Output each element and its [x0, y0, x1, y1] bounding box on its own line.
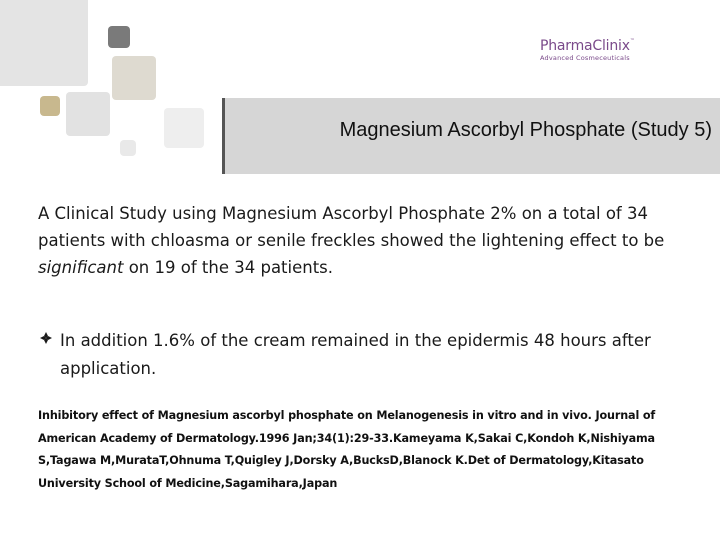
logo-tagline: Advanced Cosmeceuticals: [540, 54, 630, 62]
intro-emphasis: significant: [38, 258, 124, 277]
decor-square-grey: [66, 92, 110, 136]
reference-citation: Inhibitory effect of Magnesium ascorbyl phosphate on Melanogenesis in vitro and in vivo. Journal of American Academy of Dermatology.1996 Jan;34(1):29-33.Kameyama K,Sakai C,Kondoh K,Nishiyama S,Tagawa M,MurataT,Ohnuma T,Quigley J,Dorsky A,BucksD,Blanock K.Det of Dermatology,Kitasato University School of Medicine,Sagamihara,Japan: [38, 409, 656, 490]
decor-square-tiny: [120, 140, 136, 156]
logo-name: PharmaClinix™: [540, 38, 635, 54]
intro-text-end: on 19 of the 34 patients.: [123, 258, 334, 277]
decor-square-khaki: [112, 56, 156, 100]
decor-square-dark: [108, 26, 130, 48]
intro-text: A Clinical Study using Magnesium Ascorbyl Phosphate 2% on a total of 34 patients with chloasma or senile freckles showed the lightening effect to be: [38, 204, 665, 250]
trademark-mark: ™: [629, 38, 635, 44]
diamond-bullet-icon: [38, 327, 54, 355]
intro-paragraph: [38, 200, 710, 281]
bullet-text: In addition 1.6% of the cream remained in the epidermis 48 hours after application.: [60, 331, 651, 378]
decor-square-large: [0, 0, 88, 86]
title-bar: [222, 98, 720, 174]
decor-square-pale: [164, 108, 204, 148]
bullet-point: [38, 327, 688, 383]
slide-title: Magnesium Ascorbyl Phosphate (Study 5): [339, 119, 712, 141]
brand-logo: [540, 38, 635, 62]
decor-square-tan: [40, 96, 60, 116]
